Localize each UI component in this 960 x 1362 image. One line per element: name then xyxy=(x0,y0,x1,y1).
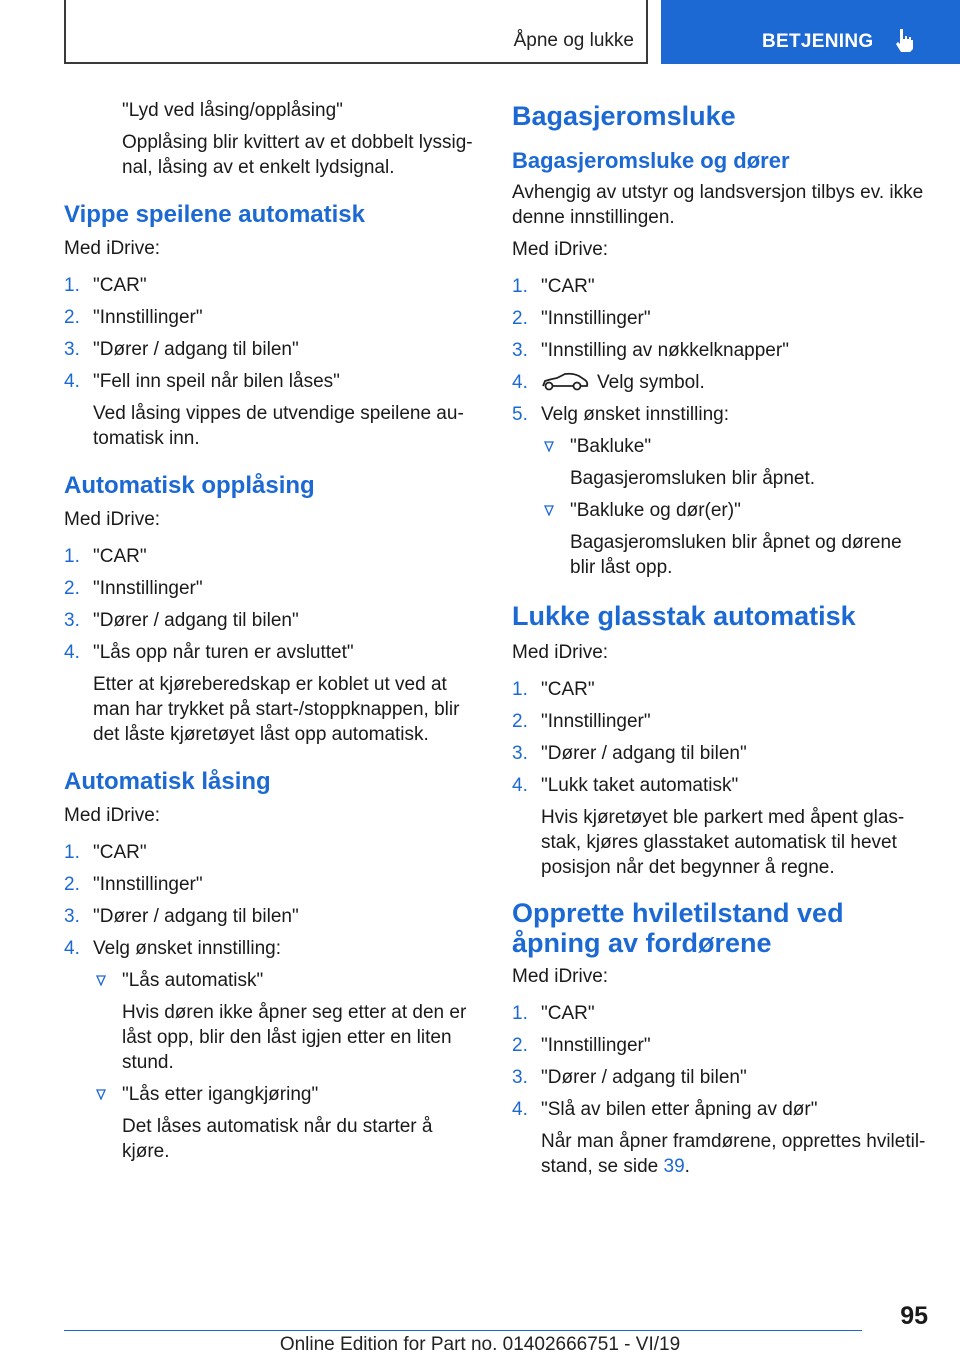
lasing-intro: Med iDrive: xyxy=(64,805,161,826)
triangle-bullet-icon xyxy=(544,441,554,452)
list-item: 4. Velg symbol. xyxy=(512,372,705,393)
list-item: 3. "Dører / adgang til bilen" xyxy=(512,743,747,764)
list-item: 2. "Innstillinger" xyxy=(64,578,203,599)
list-item: 3. "Dører / adgang til bilen" xyxy=(512,1067,747,1088)
list-item: 1. "CAR" xyxy=(512,276,595,297)
hvile-steps xyxy=(512,1001,932,1179)
page-reference-link[interactable]: 39 xyxy=(663,1156,685,1177)
option-item: "Lås automatisk" Hvis døren ikke åpner seg etter at den er låst opp, blir den låst igjen etter en liten stund. xyxy=(93,968,474,1075)
step-note: Hvis kjøretøyet ble parkert med åpent glas-stak, kjøres glasstaket automatisk til hevet posisjon når det begynner å regne. xyxy=(541,807,905,878)
page-number: 95 xyxy=(900,1302,928,1330)
option-list xyxy=(541,434,932,580)
list-item: 1. "CAR" xyxy=(64,842,147,863)
subheading-bagasjeromsluke-dorer: Bagasjeromsluke og dører xyxy=(512,148,790,173)
vippe-intro: Med iDrive: xyxy=(64,238,161,259)
list-item: 3. "Dører / adgang til bilen" xyxy=(64,339,299,360)
list-item: 3. "Dører / adgang til bilen" xyxy=(64,906,299,927)
triangle-bullet-icon xyxy=(96,1089,106,1100)
list-item: 3. "Innstilling av nøkkelknapper" xyxy=(512,340,789,361)
step-note: Når man åpner framdørene, opprettes hviletil-stand, se side 39. xyxy=(541,1131,926,1177)
list-item: 2. "Innstillinger" xyxy=(512,308,651,329)
header-chapter-tab xyxy=(661,0,960,64)
heading-lukke-glasstak: Lukke glasstak automatisk xyxy=(512,601,856,631)
footer-divider xyxy=(64,1330,862,1331)
list-item: 4. Velg ønsket innstilling: "Lås automatisk" Hvis døren ikke åpner seg etter at den er låst opp, blir den låst igjen etter en liten stund. "Lås etter igangkjøring" Det låses automatisk når du starter å kjøre. xyxy=(64,936,474,1164)
option-item: "Bakluke og dør(er)" Bagasjeromsluken blir åpnet og dørene blir låst opp. xyxy=(541,498,932,580)
heading-hviletilstand: Opprette hviletilstand ved åpning av fordørene xyxy=(512,898,844,958)
left-column xyxy=(64,98,474,1171)
heading-automatisk-lasing: Automatisk låsing xyxy=(64,768,271,795)
triangle-bullet-icon xyxy=(544,505,554,516)
list-item: 1. "CAR" xyxy=(512,1003,595,1024)
glasstak-steps xyxy=(512,677,932,880)
lyd-text: Opplåsing blir kvittert av et dobbelt lyssig-nal, låsing av et enkelt lydsignal. xyxy=(122,132,473,178)
step-note: Ved låsing vippes de utvendige speilene au-tomatisk inn. xyxy=(93,403,464,449)
glasstak-intro: Med iDrive: xyxy=(512,642,609,663)
list-item: 3. "Dører / adgang til bilen" xyxy=(64,610,299,631)
hvile-intro: Med iDrive: xyxy=(512,966,609,987)
heading-bagasjeromsluke: Bagasjeromsluke xyxy=(512,101,736,131)
header-section-title: Åpne og lukke xyxy=(513,30,634,51)
header-chapter-title: BETJENING xyxy=(762,31,874,52)
list-item: 1. "CAR" xyxy=(64,546,147,567)
option-item: "Bakluke" Bagasjeromsluken blir åpnet. xyxy=(541,434,932,491)
list-item: 2. "Innstillinger" xyxy=(512,1035,651,1056)
lasing-steps xyxy=(64,840,474,1164)
lyd-label: "Lyd ved låsing/opplåsing" xyxy=(122,100,343,121)
bagasje-intro: Med iDrive: xyxy=(512,239,609,260)
right-column xyxy=(512,98,932,1186)
header-section-box xyxy=(64,0,648,64)
opplasing-intro: Med iDrive: xyxy=(64,509,161,530)
heading-automatisk-opplasing: Automatisk opplåsing xyxy=(64,472,315,499)
footer-text: Online Edition for Part no. 01402666751 - VI/19 xyxy=(279,1334,681,1355)
list-item: 1. "CAR" xyxy=(512,679,595,700)
heading-vippe-speil: Vippe speilene automatisk xyxy=(64,201,365,228)
list-item: 4. "Fell inn speil når bilen låses" Ved låsing vippes de utvendige speilene au-tomatisk inn. xyxy=(64,369,474,451)
list-item: 4. "Lås opp når turen er avsluttet" Etter at kjøreberedskap er koblet ut ved at man har trykket på start-/stoppknappen, blir det låste kjøretøyet låst opp automatisk. xyxy=(64,640,474,747)
bagasje-steps xyxy=(512,274,932,580)
list-item: 4. "Lukk taket automatisk" Hvis kjøretøyet ble parkert med åpent glas-stak, kjøres glasstaket automatisk til hevet posisjon når det begynner å regne. xyxy=(512,773,932,880)
list-item: 2. "Innstillinger" xyxy=(64,307,203,328)
hand-pointing-icon xyxy=(894,27,916,53)
option-item: "Lås etter igangkjøring" Det låses automatisk når du starter å kjøre. xyxy=(93,1082,474,1164)
vippe-steps xyxy=(64,273,474,451)
list-item: 2. "Innstillinger" xyxy=(512,711,651,732)
step-note: Etter at kjøreberedskap er koblet ut ved at man har trykket på start-/stoppknappen, blir det låste kjøretøyet låst opp automatisk. xyxy=(93,674,460,745)
opplasing-steps xyxy=(64,544,474,747)
option-list xyxy=(93,968,474,1164)
list-item: 1. "CAR" xyxy=(64,275,147,296)
bagasje-desc: Avhengig av utstyr og landsversjon tilbys ev. ikke denne innstillingen. xyxy=(512,182,924,228)
list-item: 2. "Innstillinger" xyxy=(64,874,203,895)
list-item: 5. Velg ønsket innstilling: "Bakluke" Bagasjeromsluken blir åpnet. "Bakluke og dør(er)" Bagasjeromsluken blir åpnet og dørene blir låst opp. xyxy=(512,402,932,580)
list-item: 4. "Slå av bilen etter åpning av dør" Når man åpner framdørene, opprettes hviletil-stand, se side 39. xyxy=(512,1097,932,1179)
triangle-bullet-icon xyxy=(96,975,106,986)
car-icon xyxy=(541,372,589,392)
